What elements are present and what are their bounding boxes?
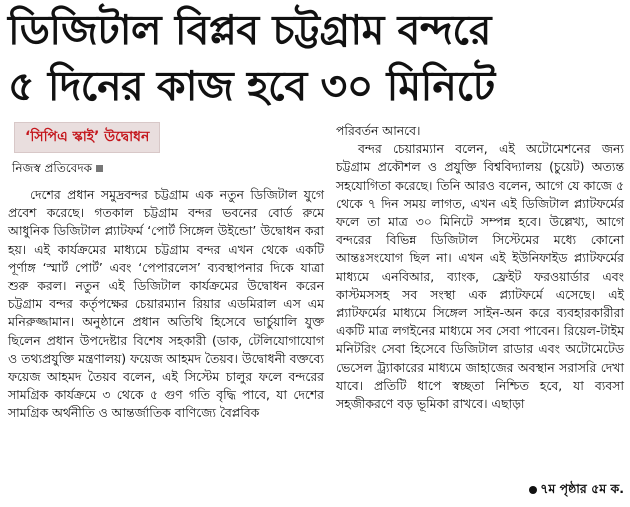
article-paragraph-1 [6,186,324,423]
article-paragraph-2 [334,140,624,413]
headline-line-2: ৫ দিনের কাজ হবে ৩০ মিনিটে [8,62,495,110]
continuation-text: ৭ম পৃষ্ঠার ৫ম ক. [540,481,624,496]
article-column-right [334,122,624,413]
reporter-byline [12,160,324,180]
paragraph-2-text: বন্দর চেয়ারম্যান বলেন, এই অটোমেশনের জন্য চট্টগ্রাম প্রকৌশল ও প্রযুক্তি বিশ্ববিদ্যালয় (চুয়েট) অত্যন্ত সহযোগিতা করেছে। তিনি আরও বলেন, আগে যে কাজে ৫ থেকে ৭ দিন সময় লাগত, এখন এই ডিজিটাল প্ল্যাটফর্মের ফলে তা মাত্র ৩০ মিনিটে সম্পন্ন হবে। উল্লেখ্য, আগে বন্দরের বিভিন্ন ডিজিটাল সিস্টেমের মধ্যে কোনো আন্তঃসংযোগ ছিল না। এখন এই ইউনিফাইড প্ল্যাটফর্মের মাধ্যমে এনবিআর, ব্যাংক, ফ্রেইট ফরওয়ার্ডার এবং কাস্টমসসহ সব সংস্থা এক প্ল্যাটফর্মে এসেছে। এই প্ল্যাটফর্মের মাধ্যমে সিঙ্গেল সাইন-অন করে ব্যবহারকারীরা একটি মাত্র লগইনের মাধ্যমে সব সেবা পাবেন। রিয়েল-টাইম মনিটরিং সেবা হিসেবে ডিজিটাল রাডার এবং অটোমেটেড ভেসেল ট্র্যাকারের মাধ্যমে জাহাজের অবস্থান সরাসরি দেখা যাবে। প্রতিটি ধাপে স্বচ্ছতা নিশ্চিত হবে, যা ব্যবসা সহজীকরণে বড় ভূমিকা রাখবে। এছাড়া [336,141,624,412]
article-paragraph-1-continued [334,122,624,140]
paragraph-1-text: দেশের প্রধান সমুদ্রবন্দর চট্টগ্রাম এক নতুন ডিজিটাল যুগে প্রবেশ করেছে। গতকাল চট্টগ্রাম বন্দর ভবনের বোর্ড রুমে আধুনিক ডিজিটাল প্ল্যাটফর্ম ‘পোর্ট সিঙ্গেল উইন্ডো’ উদ্বোধন করা হয়। এই কার্যক্রমের মাধ্যমে চট্টগ্রাম বন্দর এখন থেকে একটি পূর্ণাঙ্গ ‘স্মার্ট পোর্ট’ এবং ‘পেপারলেস’ ব্যবস্থাপনার দিকে যাত্রা শুরু করল। নতুন এই ডিজিটাল কার্যক্রমের উদ্বোধন করেন চট্টগ্রাম বন্দর কর্তৃপক্ষের চেয়ারম্যান রিয়ার এডমিরাল এস এম মনিরুজ্জামান। অনুষ্ঠানে প্রধান অতিথি হিসেবে ভার্চুয়ালি যুক্ত ছিলেন প্রধান উপদেষ্টার বিশেষ সহকারী (ডাক, টেলিযোগাযোগ ও তথ্যপ্রযুক্তি মন্ত্রণালয়) ফয়েজ আহমদ তৈয়ব। উদ্বোধনী বক্তব্যে ফয়েজ আহমদ তৈয়ব বলেন, এই সিস্টেম চালুর ফলে বন্দরের সামগ্রিক কার্যক্রমে ৩ থেকে ৫ গুণ গতি বৃদ্ধি পাবে, যা দেশের সামগ্রিক অর্থনীতি ও আন্তর্জাতিক বাণিজ্যে বৈপ্লবিক [8,187,324,421]
bullet-dot-icon [529,486,537,494]
headline [8,2,622,114]
headline-line-1: ডিজিটাল বিপ্লব চট্টগ্রাম বন্দরে [8,6,491,54]
square-bullet-icon [96,165,103,172]
reporter-label: নিজস্ব প্রতিবেদক [12,161,93,175]
continuation-note [529,481,624,501]
tagline-banner: ‘সিপিএ স্কাই’ উদ্বোধন [14,122,160,153]
paragraph-1-continued-text: পরিবর্তন আনবে। [336,123,421,138]
article-column-left [6,122,324,423]
